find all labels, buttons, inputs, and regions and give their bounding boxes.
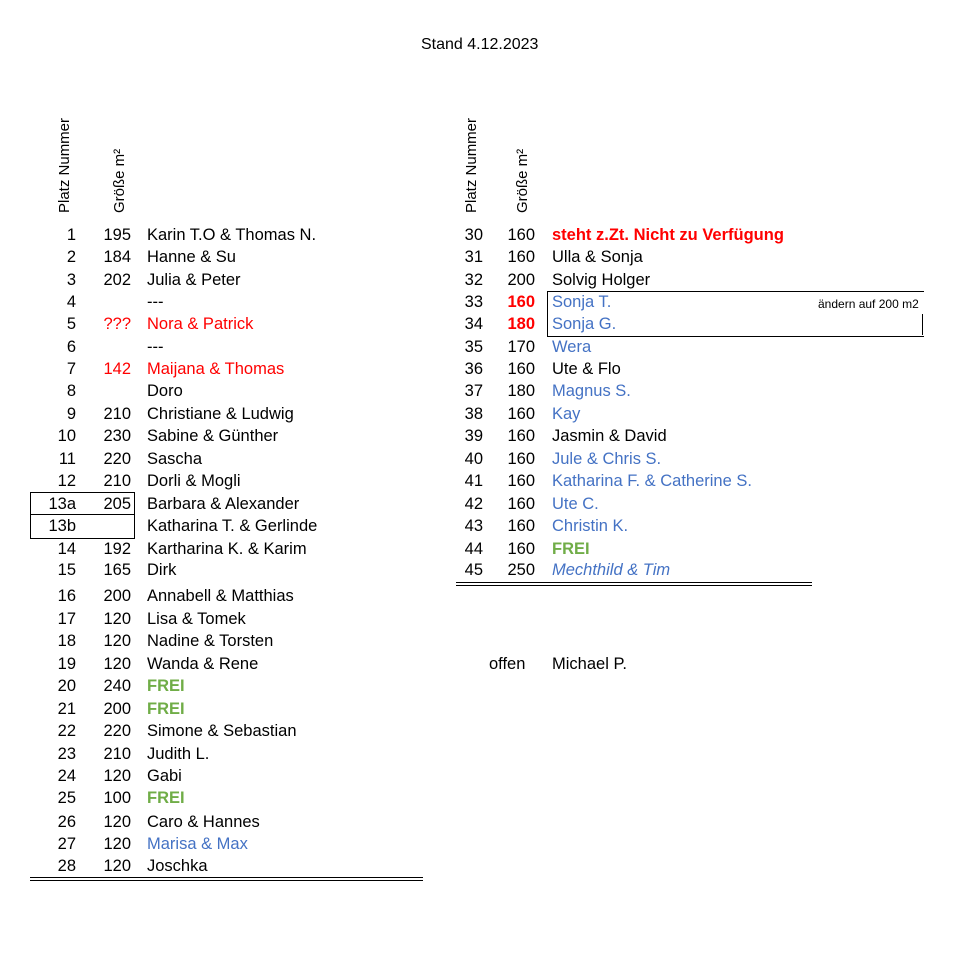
tenant-name: Dirk (147, 561, 177, 579)
plot-number: 45 (464, 561, 483, 579)
tenant-name: Sonja T. (552, 293, 612, 311)
plot-number: 20 (57, 677, 76, 695)
plot-number: 24 (57, 767, 76, 785)
plot-size: 120 (103, 857, 131, 875)
tenant-name: Annabell & Matthias (147, 587, 294, 605)
plot-number: 8 (66, 382, 76, 400)
box-33-34-right (922, 314, 923, 335)
plot-number: 2 (66, 248, 76, 266)
tenant-name: FREI (552, 540, 590, 558)
plot-number: 44 (464, 540, 483, 558)
plot-number: 19 (57, 655, 76, 673)
tenant-name: Simone & Sebastian (147, 722, 297, 740)
plot-size: 142 (103, 360, 131, 378)
tenant-name: Christiane & Ludwig (147, 405, 294, 423)
plot-size: 120 (103, 610, 131, 628)
offen-name: Michael P. (552, 655, 627, 673)
plot-number: 4 (66, 293, 76, 311)
plot-size: 200 (103, 700, 131, 718)
tenant-name: Sonja G. (552, 315, 617, 333)
plot-size: 160 (507, 360, 535, 378)
tenant-name: Ute & Flo (552, 360, 621, 378)
tenant-name: Ute C. (552, 495, 599, 513)
plot-number: 26 (57, 813, 76, 831)
plot-number: 22 (57, 722, 76, 740)
tenant-name: Wanda & Rene (147, 655, 259, 673)
tenant-name: Magnus S. (552, 382, 631, 400)
plot-size: 202 (103, 271, 131, 289)
tenant-name: Lisa & Tomek (147, 610, 246, 628)
plot-number: 12 (57, 472, 76, 490)
tenant-name: Nora & Patrick (147, 315, 254, 333)
plot-number: 34 (464, 315, 483, 333)
tenant-name: Marisa & Max (147, 835, 248, 853)
plot-size: 160 (507, 495, 535, 513)
plot-size: 160 (507, 226, 535, 244)
plot-number: 35 (464, 338, 483, 356)
tenant-name: Solvig Holger (552, 271, 651, 289)
plot-number: 28 (57, 857, 76, 875)
plot-number: 5 (66, 315, 76, 333)
tenant-name: Kartharina K. & Karim (147, 540, 307, 558)
tenant-name: Mechthild & Tim (552, 561, 671, 579)
tenant-name: --- (147, 338, 164, 356)
plot-size: 160 (507, 540, 535, 558)
note-change: ändern auf 200 m2 (818, 297, 919, 311)
header-size-left: Größe m² (111, 148, 128, 213)
plot-number: 16 (57, 587, 76, 605)
tenant-name: Sabine & Günther (147, 427, 279, 445)
plot-number: 43 (464, 517, 483, 535)
tenant-name: Sascha (147, 450, 203, 468)
plot-size: 210 (103, 405, 131, 423)
tenant-name: --- (147, 293, 164, 311)
plot-size: 160 (507, 427, 535, 445)
plot-number: 31 (464, 248, 483, 266)
plot-size: 120 (103, 767, 131, 785)
plot-number: 27 (57, 835, 76, 853)
plot-size: 180 (507, 382, 535, 400)
tenant-name: Ulla & Sonja (552, 248, 643, 266)
plot-number: 3 (66, 271, 76, 289)
header-platz-left: Platz Nummer (56, 117, 73, 213)
tenant-name: steht z.Zt. Nicht zu Verfügung (552, 226, 784, 244)
header-size-right: Größe m² (514, 148, 531, 213)
plot-size: 220 (103, 722, 131, 740)
tenant-name: Joschka (147, 857, 208, 875)
tenant-name: Karin T.O & Thomas N. (147, 226, 317, 244)
plot-size: 180 (507, 315, 535, 333)
plot-size: 160 (507, 405, 535, 423)
right-table-end-rule (456, 582, 812, 586)
plot-number: 13a (48, 495, 76, 513)
plot-number: 23 (57, 745, 76, 763)
tenant-name: FREI (147, 677, 185, 695)
plot-number: 14 (57, 540, 76, 558)
plot-number: 37 (464, 382, 483, 400)
plot-size: 192 (103, 540, 131, 558)
plot-size: 210 (103, 472, 131, 490)
plot-number: 18 (57, 632, 76, 650)
offen-label: offen (489, 655, 526, 673)
plot-number: 42 (464, 495, 483, 513)
tenant-name: Katharina F. & Catherine S. (552, 472, 752, 490)
plot-number: 41 (464, 472, 483, 490)
tenant-name: Jasmin & David (552, 427, 667, 445)
plot-number: 40 (464, 450, 483, 468)
plot-number: 32 (464, 271, 483, 289)
plot-size: 120 (103, 835, 131, 853)
tenant-name: Dorli & Mogli (147, 472, 241, 490)
plot-number: 7 (66, 360, 76, 378)
plot-size: 200 (507, 271, 535, 289)
plot-size: 250 (507, 561, 535, 579)
tenant-name: Nadine & Torsten (147, 632, 274, 650)
plot-size: 200 (103, 587, 131, 605)
plot-size: 120 (103, 655, 131, 673)
plot-number: 25 (57, 789, 76, 807)
tenant-name: Wera (552, 338, 592, 356)
plot-size: 220 (103, 450, 131, 468)
plot-size: 160 (507, 293, 535, 311)
tenant-name: Kay (552, 405, 581, 423)
plot-number: 30 (464, 226, 483, 244)
plot-size: 210 (103, 745, 131, 763)
tenant-name: Barbara & Alexander (147, 495, 300, 513)
date-stamp: Stand 4.12.2023 (421, 36, 539, 53)
plot-size: ??? (103, 315, 131, 333)
plot-number: 13b (48, 517, 76, 535)
plot-number: 6 (66, 338, 76, 356)
tenant-name: Christin K. (552, 517, 629, 535)
tenant-name: Judith L. (147, 745, 210, 763)
tenant-name: Julia & Peter (147, 271, 241, 289)
box-13 (30, 492, 135, 539)
tenant-name: Hanne & Su (147, 248, 236, 266)
plot-size: 230 (103, 427, 131, 445)
plot-size: 165 (103, 561, 131, 579)
tenant-name: Jule & Chris S. (552, 450, 662, 468)
plot-number: 33 (464, 293, 483, 311)
plot-size: 195 (103, 226, 131, 244)
tenant-name: Katharina T. & Gerlinde (147, 517, 318, 535)
plot-size: 160 (507, 517, 535, 535)
tenant-name: Doro (147, 382, 183, 400)
tenant-name: FREI (147, 700, 185, 718)
tenant-name: Gabi (147, 767, 182, 785)
tenant-name: Caro & Hannes (147, 813, 260, 831)
header-platz-right: Platz Nummer (463, 117, 480, 213)
plot-number: 39 (464, 427, 483, 445)
plot-size: 184 (103, 248, 131, 266)
left-table-end-rule (30, 877, 423, 881)
tenant-name: FREI (147, 789, 185, 807)
plot-size: 170 (507, 338, 535, 356)
plot-number: 1 (66, 226, 76, 244)
box-13-divider (30, 514, 134, 515)
plot-number: 36 (464, 360, 483, 378)
plot-number: 15 (57, 561, 76, 579)
plot-number: 10 (57, 427, 76, 445)
plot-size: 120 (103, 813, 131, 831)
plot-size: 160 (507, 248, 535, 266)
plot-size: 160 (507, 450, 535, 468)
plot-number: 17 (57, 610, 76, 628)
plot-size: 160 (507, 472, 535, 490)
plot-size: 205 (103, 495, 131, 513)
plot-number: 11 (58, 450, 76, 468)
plot-size: 100 (103, 789, 131, 807)
tenant-name: Maijana & Thomas (147, 360, 285, 378)
plot-number: 21 (57, 700, 76, 718)
plot-size: 240 (103, 677, 131, 695)
plot-size: 120 (103, 632, 131, 650)
plot-number: 9 (66, 405, 76, 423)
plot-number: 38 (464, 405, 483, 423)
